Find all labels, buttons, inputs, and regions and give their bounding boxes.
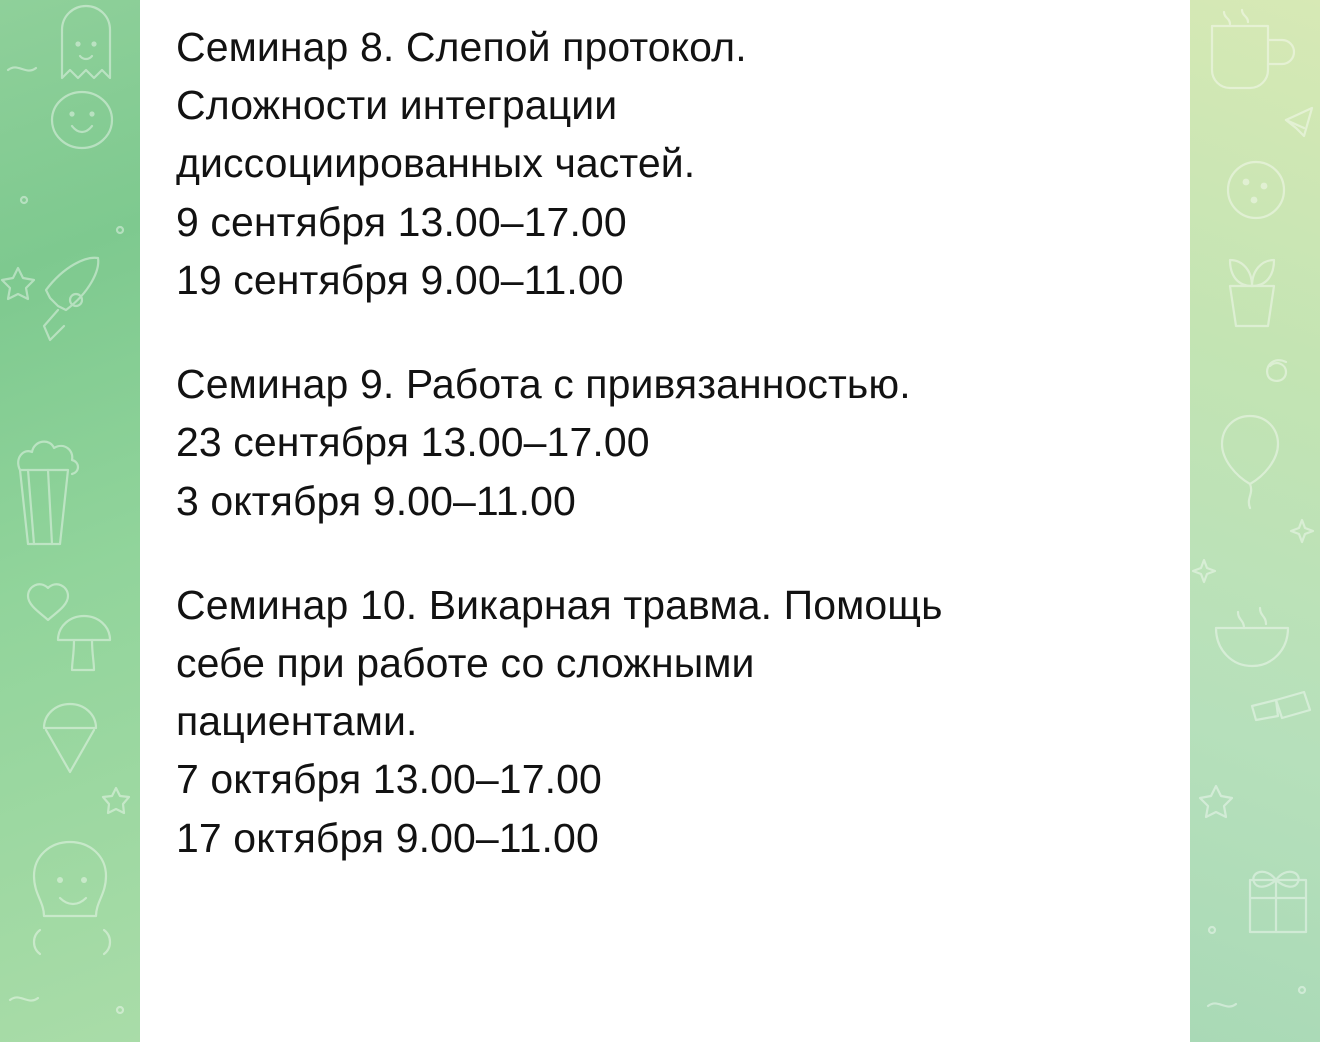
text-line: себе при работе со сложными [176,639,755,686]
text-line: пациентами. [176,698,418,745]
text-line: Семинар 10. Викарная травма. Помощь [176,581,943,628]
text-line: 17 октября 9.00–11.00 [176,814,599,861]
seminar-block-10 [176,576,1150,867]
seminar-block-8 [176,18,1150,309]
text-line: 9 сентября 13.00–17.00 [176,198,627,245]
doodle-pattern-right [1190,0,1320,1042]
doodle-pattern-left [0,0,140,1042]
document-text-column [140,0,1190,1042]
text-line: 3 октября 9.00–11.00 [176,477,576,524]
text-line: Семинар 8. Слепой протокол. [176,24,747,70]
text-line: 19 сентября 9.00–11.00 [176,256,624,303]
text-line: 7 октября 13.00–17.00 [176,756,602,803]
text-line: 23 сентября 13.00–17.00 [176,419,650,466]
left-decorative-panel [0,0,140,1042]
text-line: Семинар 9. Работа с привязанностью. [176,361,911,408]
text-line: Сложности интеграции [176,82,618,129]
seminar-block-9 [176,355,1150,530]
text-line: диссоциированных частей. [176,140,696,187]
right-decorative-panel [1190,0,1320,1042]
